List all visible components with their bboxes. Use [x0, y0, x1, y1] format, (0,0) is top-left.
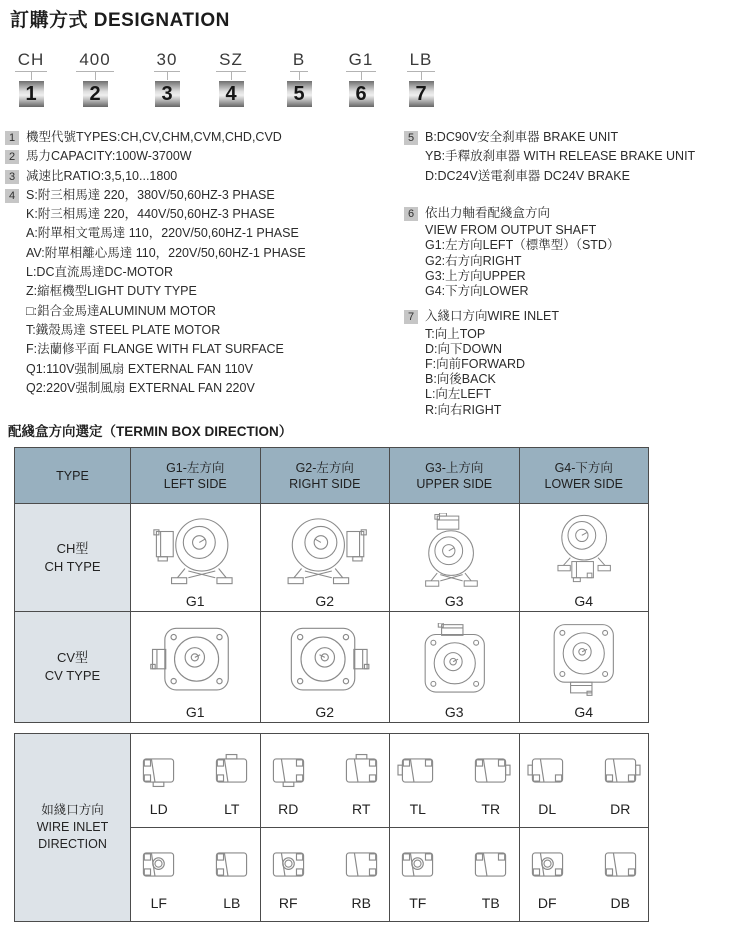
wire-label: RB: [351, 894, 371, 911]
wire-label: LD: [149, 800, 168, 817]
note-line: Z:縮框機型LIGHT DUTY TYPE: [26, 284, 197, 299]
designation-part-5: [276, 50, 322, 107]
cell-ch-g4: [519, 504, 649, 612]
wire-label: TF: [409, 894, 427, 911]
wire-box-figure-lb: [210, 845, 253, 889]
wire-label: TL: [409, 800, 426, 817]
note-line: F:法蘭修平面 FLANGE WITH FLAT SURFACE: [26, 342, 284, 357]
wire-label: LF: [150, 894, 167, 911]
note-item-6: [404, 204, 733, 299]
wire-box-figure-tf: [396, 845, 439, 889]
header-g3: G3-上方向 UPPER SIDE: [390, 448, 520, 504]
header-type: TYPE: [15, 448, 131, 504]
note-number-badge: 5: [404, 131, 418, 145]
designation-number-badge: 1: [19, 81, 44, 107]
note-item-4: [5, 186, 403, 398]
tick-line: [299, 72, 300, 80]
designation-code-text: SZ: [216, 50, 246, 72]
wire-box-figure-db: [599, 845, 642, 889]
wire-box-figure-df: [526, 845, 569, 889]
wire-label: DB: [610, 894, 630, 911]
terminal-box-direction-table: [14, 447, 649, 723]
designation-part-3: [144, 50, 190, 107]
wire-cell-rf-rb: [260, 828, 390, 922]
table-row-ch: [15, 504, 649, 612]
motor-figure-ch-g1: [148, 507, 242, 593]
note-line: AV:附單相離心馬達 110，220V/50,60HZ-1 PHASE: [26, 245, 306, 260]
note-number-badge: 4: [5, 189, 19, 203]
wire-box-figure-tl: [396, 751, 439, 795]
note-line: F:向前FORWARD: [425, 356, 525, 371]
note-line: G4:下方向LOWER: [425, 284, 529, 298]
note-item-3: [5, 167, 403, 186]
wire-cell-tl-tr: [390, 734, 520, 828]
row-label-cv: CV型 CV TYPE: [15, 612, 131, 723]
wire-row-1: [15, 734, 649, 828]
wire-cell-rd-rt: [260, 734, 390, 828]
notes-right-column: [404, 128, 733, 418]
wire-cell-ld-lt: [131, 734, 261, 828]
direction-section-title: 配綫盒方向選定（TERMIN BOX DIRECTION）: [8, 424, 293, 439]
wire-cell-lf-lb: [131, 828, 261, 922]
designation-code-text: 400: [76, 50, 113, 72]
cell-cv-g1: [131, 612, 261, 723]
cell-ch-g2: [260, 504, 390, 612]
note-line: □:鋁合金馬達ALUMINUM MOTOR: [26, 303, 216, 318]
note-line: 依出力軸看配綫盒方向: [425, 205, 551, 220]
motor-figure-ch-g2: [278, 507, 372, 593]
note-line: G1:左方向LEFT（標準型）（STD）: [425, 238, 620, 253]
note-line: A:附單相文電馬達 110，220V/50,60HZ-1 PHASE: [26, 226, 299, 241]
designation-code-text: CH: [15, 50, 48, 72]
designation-number-badge: 6: [349, 81, 374, 107]
note-number-badge: 3: [5, 170, 19, 184]
designation-code: [8, 50, 468, 114]
note-line: B:DC90V安全刹車器 BRAKE UNIT: [425, 130, 619, 144]
note-item-7: [404, 307, 733, 418]
tick-line: [31, 72, 32, 80]
note-line: L:向左LEFT: [425, 387, 491, 402]
note-line: Q2:220V强制風扇 EXTERNAL FAN 220V: [26, 380, 255, 395]
note-item-1: [5, 128, 403, 147]
designation-part-4: [208, 50, 254, 107]
note-line: D:向下DOWN: [425, 341, 503, 356]
motor-label: G4: [574, 704, 594, 720]
motor-figure-cv-g3: [412, 615, 498, 704]
wire-box-figure-lt: [210, 751, 253, 795]
designation-number-badge: 4: [219, 81, 244, 107]
header-g4: G4-下方向 LOWER SIDE: [519, 448, 649, 504]
motor-label: G2: [315, 704, 335, 720]
wire-label: DF: [537, 894, 557, 911]
note-line: R:向右RIGHT: [425, 402, 502, 417]
designation-code-text: B: [290, 50, 308, 72]
designation-code-text: 30: [154, 50, 181, 72]
note-line: 入綫口方向WIRE INLET: [425, 309, 560, 324]
row-label-ch: CH型 CH TYPE: [15, 504, 131, 612]
wire-cell-df-db: [519, 828, 649, 922]
wire-inlet-direction-table: [14, 733, 649, 922]
table-header-row: [15, 448, 649, 504]
header-g2: G2-左方向 RIGHT SIDE: [260, 448, 390, 504]
note-line: YB:手釋放刹車器 WITH RELEASE BRAKE UNIT: [425, 149, 696, 164]
wire-label: TB: [481, 894, 500, 911]
wire-label: DL: [538, 800, 557, 817]
tick-line: [421, 72, 422, 80]
designation-code-text: LB: [407, 50, 436, 72]
designation-part-7: [398, 50, 444, 107]
designation-number-badge: 5: [287, 81, 312, 107]
wire-box-figure-tr: [469, 751, 512, 795]
note-line: B:向後BACK: [425, 372, 496, 387]
cell-cv-g2: [260, 612, 390, 723]
cell-cv-g3: [390, 612, 520, 723]
tick-line: [361, 72, 362, 80]
motor-label: G3: [444, 593, 464, 609]
motor-figure-cv-g4: [541, 615, 627, 704]
wire-box-figure-rd: [267, 751, 310, 795]
wire-label: TR: [481, 800, 501, 817]
wire-label: RF: [278, 894, 298, 911]
designation-number-badge: 7: [409, 81, 434, 107]
note-line: G2:右方向RIGHT: [425, 253, 522, 268]
motor-figure-ch-g4: [541, 507, 627, 593]
note-line: T:鐵殼馬達 STEEL PLATE MOTOR: [26, 322, 221, 337]
note-line: D:DC24V送電刹車器 DC24V BRAKE: [425, 168, 630, 183]
wire-cell-dl-dr: [519, 734, 649, 828]
motor-label: G2: [315, 593, 335, 609]
motor-figure-cv-g2: [279, 615, 371, 704]
designation-part-6: [338, 50, 384, 107]
note-item-2: [5, 147, 403, 166]
motor-label: G3: [444, 704, 464, 720]
designation-part-2: [72, 50, 118, 107]
wire-box-figure-ld: [137, 751, 180, 795]
wire-label: LT: [224, 800, 240, 817]
motor-label: G1: [185, 593, 205, 609]
note-line: G3:上方向UPPER: [425, 268, 526, 283]
cell-ch-g3: [390, 504, 520, 612]
note-line: VIEW FROM OUTPUT SHAFT: [425, 223, 597, 238]
motor-label: G1: [185, 704, 205, 720]
wire-box-figure-lf: [137, 845, 180, 889]
tick-line: [95, 72, 96, 80]
designation-number-badge: 3: [155, 81, 180, 107]
wire-box-figure-rt: [340, 751, 383, 795]
wire-label: RT: [352, 800, 371, 817]
wire-cell-tf-tb: [390, 828, 520, 922]
notes-left-column: [5, 128, 403, 398]
wire-box-figure-rb: [340, 845, 383, 889]
cell-ch-g1: [131, 504, 261, 612]
motor-label: G4: [574, 593, 594, 609]
designation-part-1: [8, 50, 54, 107]
note-line: 减速比RATIO:3,5,10...1800: [26, 168, 178, 183]
note-line: T:向上TOP: [425, 326, 486, 341]
note-line: Q1:110V强制風扇 EXTERNAL FAN 110V: [26, 361, 253, 376]
tick-line: [167, 72, 168, 80]
note-number-badge: 2: [5, 150, 19, 164]
wire-label: LB: [223, 894, 241, 911]
page-title: 訂購方式 DESIGNATION: [10, 10, 230, 31]
tick-line: [231, 72, 232, 80]
wire-box-figure-tb: [469, 845, 512, 889]
wire-box-figure-dr: [599, 751, 642, 795]
note-line: L:DC直流馬達DC-MOTOR: [26, 265, 173, 280]
note-line: S:附三相馬達 220，380V/50,60HZ-3 PHASE: [26, 187, 275, 202]
note-number-badge: 1: [5, 131, 19, 145]
table-row-cv: [15, 612, 649, 723]
designation-number-badge: 2: [83, 81, 108, 107]
wire-label: RD: [278, 800, 299, 817]
note-line: 機型代號TYPES:CH,CV,CHM,CVM,CHD,CVD: [26, 130, 282, 144]
note-number-badge: 7: [404, 310, 418, 324]
note-item-5: [404, 128, 733, 186]
note-line: 馬力CAPACITY:100W-3700W: [26, 149, 192, 164]
motor-figure-cv-g1: [149, 615, 241, 704]
wire-inlet-row-label: 如綫口方向 WIRE INLET DIRECTION: [15, 734, 131, 922]
wire-box-figure-rf: [267, 845, 310, 889]
designation-code-text: G1: [346, 50, 377, 72]
motor-figure-ch-g3: [411, 507, 497, 593]
note-number-badge: 6: [404, 207, 418, 221]
wire-label: DR: [610, 800, 631, 817]
note-line: K:附三相馬達 220，440V/50,60HZ-3 PHASE: [26, 207, 275, 222]
cell-cv-g4: [519, 612, 649, 723]
wire-box-figure-dl: [526, 751, 569, 795]
header-g1: G1-左方向 LEFT SIDE: [131, 448, 261, 504]
